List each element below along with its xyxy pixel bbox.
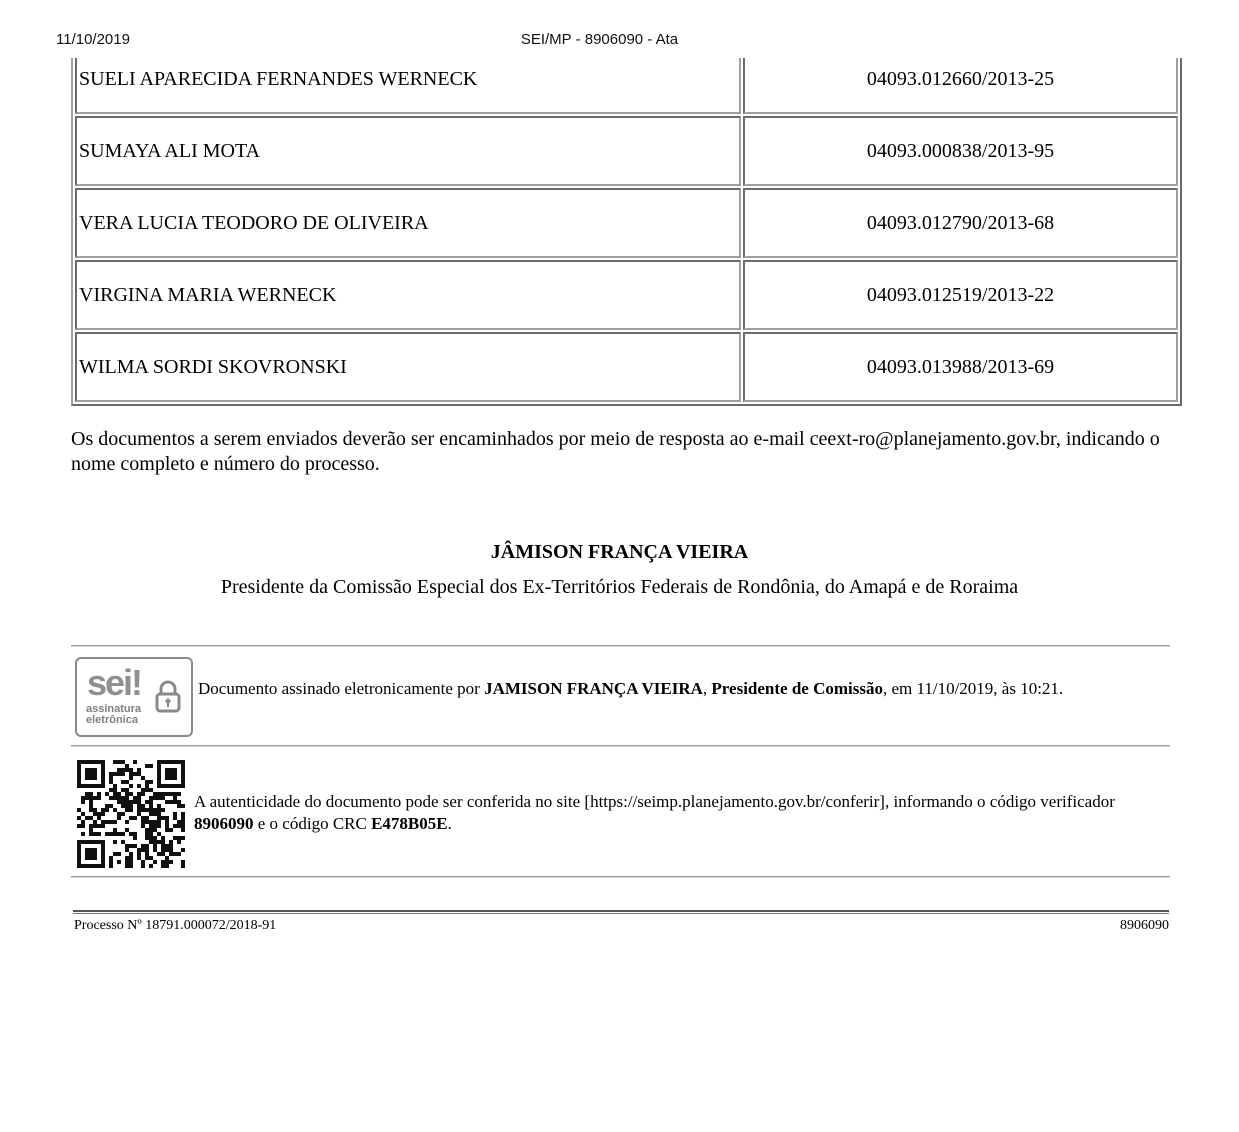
footer-process-number: Processo Nº 18791.000072/2018-91 (74, 918, 277, 933)
print-date: 11/10/2019 (56, 31, 130, 48)
footer-rule (73, 910, 1169, 914)
sei-seal-caption (86, 704, 141, 726)
qr-code-icon (77, 760, 185, 868)
table-row (75, 260, 1178, 330)
lock-icon (155, 679, 181, 713)
signer-role: Presidente de Comissão (711, 679, 883, 698)
sig-separator: , (702, 679, 712, 698)
seal-caption-line: assinatura (86, 703, 142, 715)
sig-prefix: Documento assinado eletronicamente por (198, 679, 485, 698)
divider (71, 876, 1170, 878)
verification-prefix: A autenticidade do documento pode ser conferida no site [https://seimp.planejamento.gov.br/conferir], informando o código verificador (194, 792, 1115, 811)
name-cell: SUELI APARECIDA FERNANDES WERNECK (75, 58, 741, 114)
process-cell: 04093.000838/2013-95 (743, 116, 1178, 186)
seal-caption-line: eletrônica (86, 714, 138, 726)
verification-suffix: . (447, 814, 452, 833)
signer-name: JAMISON FRANÇA VIEIRA (484, 679, 703, 698)
name-cell: VERA LUCIA TEODORO DE OLIVEIRA (75, 188, 741, 258)
footer-document-number: 8906090 (1120, 918, 1169, 933)
crc-code: E478B05E (371, 814, 448, 833)
instructions-paragraph: Os documentos a serem enviados deverão ser encaminhados por meio de resposta ao e-mail ceext-ro@planejamento.gov.br, indicando o nome completo e número do processo. (71, 428, 1160, 475)
signatory-name: JÂMISON FRANÇA VIEIRA (490, 541, 749, 563)
beneficiaries-table (71, 58, 1182, 406)
name-cell: SUMAYA ALI MOTA (75, 116, 741, 186)
signatory-role: Presidente da Comissão Especial dos Ex-Territórios Federais de Rondônia, do Amapá e de Roraima (220, 576, 1019, 598)
process-cell: 04093.013988/2013-69 (743, 332, 1178, 402)
table-row (75, 58, 1178, 114)
divider (71, 645, 1170, 647)
table-row (75, 188, 1178, 258)
verification-middle: e o código CRC (253, 814, 372, 833)
beneficiaries-table-wrapper (71, 58, 1182, 407)
process-cell: 04093.012519/2013-22 (743, 260, 1178, 330)
electronic-signature-text (198, 677, 1158, 700)
name-cell: VIRGINA MARIA WERNECK (75, 260, 741, 330)
process-cell: 04093.012790/2013-68 (743, 188, 1178, 258)
process-cell: 04093.012660/2013-25 (743, 58, 1178, 114)
verification-text (194, 791, 1174, 835)
table-row (75, 332, 1178, 402)
sig-suffix: , em 11/10/2019, às 10:21. (882, 679, 1064, 698)
divider (71, 745, 1170, 747)
verification-code: 8906090 (194, 814, 254, 833)
sei-signature-seal (75, 657, 193, 737)
table-row (75, 116, 1178, 186)
print-title: SEI/MP - 8906090 - Ata (520, 31, 679, 48)
name-cell: WILMA SORDI SKOVRONSKI (75, 332, 741, 402)
sei-logo: sei! (87, 662, 142, 703)
